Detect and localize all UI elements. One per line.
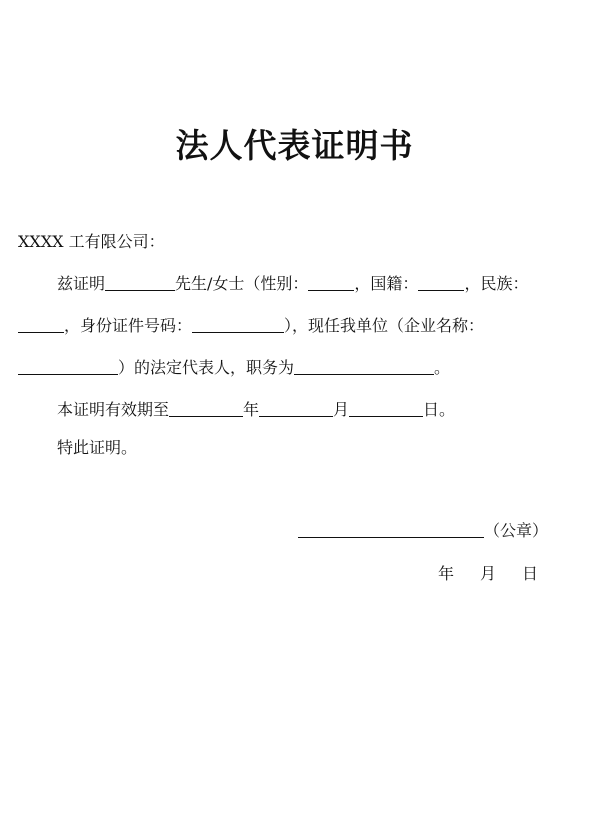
date-month: 月 [480,564,497,583]
text-segment: ，身份证件号码： [64,316,193,335]
text-segment: 日。 [423,400,456,419]
id-number-blank [192,316,284,333]
text-segment: 先生/女士（性别： [175,274,309,293]
company-name-blank [18,358,118,375]
text-segment: 本证明有效期至 [57,400,170,419]
validity-line [57,399,455,421]
seal-blank [298,521,484,538]
text-segment: ，民族： [464,274,529,293]
text-segment: 年 [243,400,260,419]
paragraph-line-1 [57,273,528,295]
ethnicity-blank [18,316,64,333]
text-segment: 兹证明 [57,274,106,293]
document-title: 法人代表证明书 [175,126,414,165]
date-year: 年 [438,564,455,583]
gender-blank [308,274,354,291]
text-segment: 。 [434,358,451,377]
text-segment: 月 [333,400,350,419]
addressee-line: XXXX 工有限公司： [18,232,165,251]
name-blank [105,274,175,291]
nationality-blank [418,274,464,291]
year-blank [169,400,243,417]
text-segment: ）的法定代表人，职务为 [118,358,295,377]
paragraph-line-3 [18,357,450,379]
text-segment: ，国籍： [354,274,419,293]
paragraph-line-2 [18,315,484,337]
month-blank [259,400,333,417]
date-day: 日 [522,564,539,583]
seal-label: （公章） [484,521,549,540]
day-blank [349,400,423,417]
date-line [438,563,538,585]
closing-line: 特此证明。 [57,438,138,457]
seal-line [298,520,548,542]
position-blank [294,358,434,375]
text-segment: ），现任我单位（企业名称： [284,316,485,335]
